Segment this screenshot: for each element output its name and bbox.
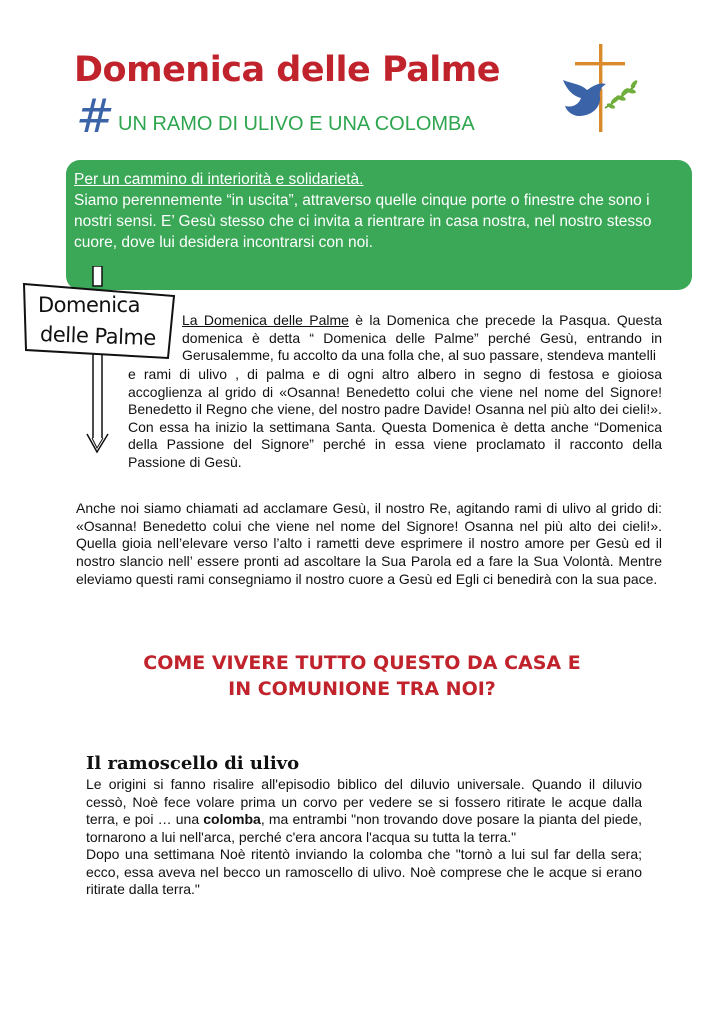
section-heading-line-2: IN COMUNIONE TRA NOI? [228,678,496,700]
acclaim-paragraph: Anche noi siamo chiamati ad acclamare Gesù, il nostro Re, agitando rami di ulivo al grido di: «Osanna! Benedetto colui che viene nel nome del Signore! Osanna nel più alto dei cieli!». Quella gioia nell’elevare verso l’alto i rametti deve esprimere il nostro amore per Gesù ed il nostro slancio nell’ essere pronti ad ascoltare la Sua Parola ed a fare la Sua Volontà. Mentre eleviamo questi rami consegniamo il nostro cuore a Gesù ed Egli ci benedirà con la sua pace. [76,500,662,587]
ramoscello-paragraph-2: Dopo una settimana Noè ritentò inviando la colomba che "tornò a lui sul far della sera; ecco, essa aveva nel becco un ramoscello di ulivo. Noè comprese che le acque si erano ritirate dalla terra." [86,846,642,897]
signpost-line-2: delle Palme [39,322,157,351]
ramoscello-p1-a: Le origini si fanno risalire all'episodio biblico del diluvio universale. Quando il diluvio cessò, Noè fece volare prima un corvo per vedere se si fossero ritirate le acque dalla terra, e poi … una [86,776,642,827]
ramoscello-paragraph-1 [86,776,642,846]
intro-heading: Per un cammino di interiorità e solidarietà. [74,171,364,188]
hashtag-symbol: # [76,89,113,143]
palm-sunday-p1-rest: è la Domenica che precede la Pasqua. Questa domenica è detta “ Domenica delle Palme” perché Gesù, entrando in Gerusalemme, fu accolto da una folla che, al suo passare, stendeva mantelli [182,312,663,364]
ramoscello-body [86,776,642,899]
ramoscello-p1-bold: colomba [203,811,261,827]
intro-body: Siamo perennemente “in uscita”, attraverso quelle cinque porte o finestre che sono i nostri sensi. E’ Gesù stesso che ci invita a rientrare in casa nostra, nel nostro stesso cuore, dove lui desidera incontrarsi con noi. [74,192,652,251]
palm-sunday-paragraph-1 [182,312,662,365]
palm-sunday-lead: La Domenica delle Palme [182,312,349,328]
signpost-line-1: Domenica [38,293,140,317]
ramoscello-p1-b: , ma entrambi "non trovando dove posare la pianta del piede, tornarono a lui nell'arca, perché c'era ancora l'acqua su tutta la terra." [86,811,643,845]
cross-dove-olive-icon [559,40,641,136]
palm-sunday-paragraph-2: Con essa ha inizio la settimana Santa. Questa Domenica è detta anche “Domenica della Passione del Signore” perché in essa viene proclamato il racconto della Passione di Gesù. [128,418,662,470]
signpost-label [26,290,166,352]
page-title: Domenica delle Palme [74,50,501,90]
page-subtitle: UN RAMO DI ULIVO E UNA COLOMBA [118,113,475,135]
section-heading-line-1: COME VIVERE TUTTO QUESTO DA CASA E [143,652,581,674]
ramoscello-title: Il ramoscello di ulivo [86,753,300,774]
palm-sunday-paragraph-cont [128,366,662,472]
palm-sunday-p1-cont: e rami di ulivo , di palma e di ogni altro albero in segno di festosa e gioiosa accoglienza al grido di «Osanna! Benedetto colui che viene nel nome del Signore! Benedetto il Regno che viene, del nostro padre Davide! Osanna nel più alto dei cieli!». [128,366,662,418]
section-heading [70,650,654,702]
